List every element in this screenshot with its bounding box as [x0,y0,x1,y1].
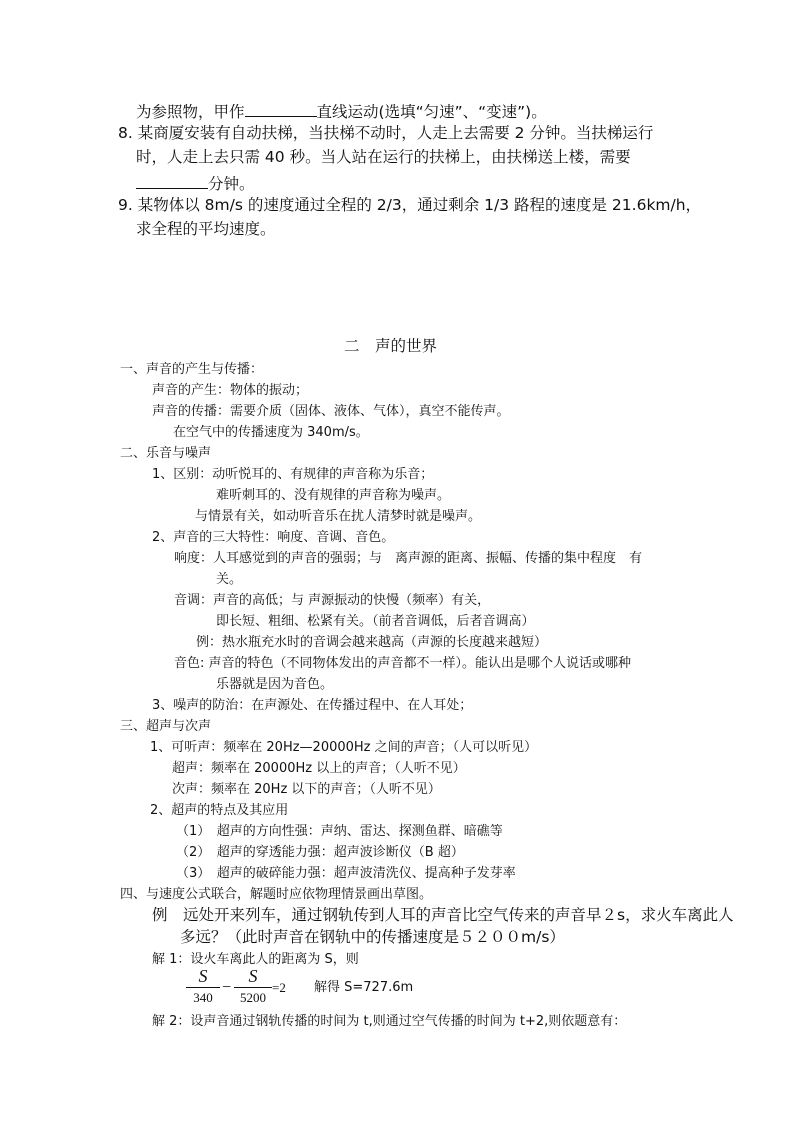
fraction-bar [186,987,220,988]
solution2: 解 2：设声音通过钢轨传播的时间为 t,则通过空气传播的时间为 t+2,则依题意有： [152,1014,627,1029]
q9-line1: 9. 某物体以 8m/s 的速度通过全程的 2/3，通过剩余 1/3 路程的速度是 21.6km/h， [118,196,702,214]
note-line: 1、区别：动听悦耳的、有规律的声音称为乐音； [152,467,434,482]
note-line: 1、可听声：频率在 20Hz—20000Hz 之间的声音；（人可以听见） [150,740,538,755]
example-line2: 多远？（此时声音在钢轨中的传播速度是５２００m/s） [180,928,565,946]
answer-blank [136,174,208,189]
equation-rhs: =2 [272,980,286,995]
note-line: 声音的传播：需要介质（固体、液体、气体），真空不能传声。 [152,404,510,419]
example-line1: 例 远处开来列车，通过钢轨传到人耳的声音比空气传来的声音早２s，求火车离此人 [152,906,734,924]
denominator: 5200 [240,990,266,1005]
denominator: 340 [193,990,213,1005]
section-title: 二 声的世界 [344,337,438,355]
note-line: 与情景有关，如动听音乐在扰人清梦时就是噪声。 [195,509,482,524]
note-line: 关。 [216,572,243,587]
q8-line3 [136,174,255,193]
note-line: 即长短、粗细、松紧有关。（前者音调低，后者音调高） [216,614,535,629]
fraction-bar [234,987,272,988]
numerator: S [248,966,258,986]
q8-line2: 时，人走上去只需 40 秒。当人站在运行的扶梯上，由扶梯送上楼，需要 [136,148,631,166]
heading-1: 一、声音的产生与传播： [120,362,264,377]
note-line: 次声：频率在 20Hz 以下的声音；（人听不见） [172,782,441,797]
list-item: （2） 超声的穿透能力强：超声波诊断仪（B 超） [176,845,464,860]
note-line: 声音的产生：物体的振动； [152,383,309,398]
q8-line1: 8. 某商厦安装有自动扶梯，当扶梯不动时，人走上去需要 2 分钟。当扶梯运行 [118,124,654,142]
q7-text: 为参照物，甲作 [136,103,245,121]
note-line: 在空气中的传播速度为 340m/s。 [173,425,369,440]
fraction-2 [234,966,272,1006]
note-line: 响度：人耳感觉到的声音的强弱；与 离声源的距离、振幅、传播的集中程度 有 [174,551,643,566]
note-line: 例：热水瓶充水时的音调会越来越高（声源的长度越来越短） [196,635,548,650]
answer-blank [245,102,317,117]
equation-result: 解得 S=727.6m [314,980,414,995]
fraction-1 [186,966,220,1006]
q7-tail [136,102,547,121]
heading-3: 三、超声与次声 [120,719,212,734]
q9-line2: 求全程的平均速度。 [136,220,276,238]
heading-2: 二、乐音与噪声 [120,446,212,461]
note-line: 音色: 声音的特色（不同物体发出的声音都不一样）。能认出是哪个人说话或哪种 [174,656,632,671]
note-line: 音调：声音的高低；与 声源振动的快慢（频率）有关， [174,593,491,608]
q8-after: 分钟。 [208,175,255,193]
note-line: 2、声音的三大特性：响度、音调、音色。 [152,530,395,545]
q7-after: 直线运动(选填“匀速”、“变速”)。 [316,103,547,121]
note-line: 乐器就是因为音色。 [216,677,334,692]
note-line: 超声：频率在 20000Hz 以上的声音；（人听不见） [172,761,466,776]
list-item: （3） 超声的破碎能力强：超声波清洗仪、提高种子发芽率 [176,866,516,881]
numerator: S [198,966,208,986]
note-line: 难听刺耳的、没有规律的声音称为噪声。 [216,488,451,503]
heading-4: 四、与速度公式联合，解题时应依物理情景画出草图。 [120,887,433,902]
minus-sign: − [222,979,232,996]
note-line: 3、噪声的防治：在声源处、在传播过程中、在人耳处； [152,698,473,713]
note-line: 2、超声的特点及其应用 [150,803,289,818]
solution1-intro: 解 1：设火车离此人的距离为 S，则 [152,952,359,967]
list-item: （1） 超声的方向性强：声纳、雷达、探测鱼群、暗礁等 [176,824,503,839]
